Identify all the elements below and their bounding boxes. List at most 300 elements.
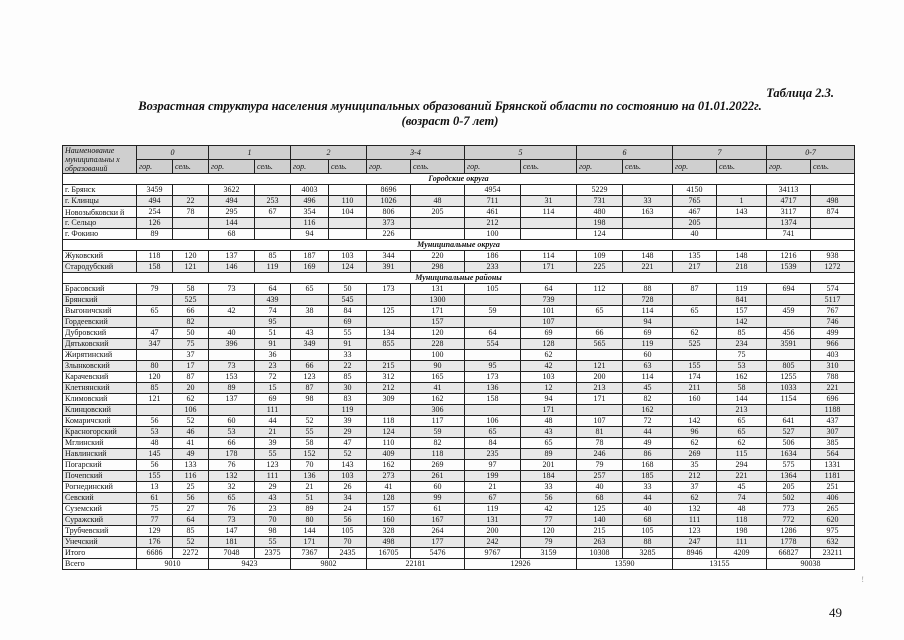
- table-cell: 119: [255, 262, 291, 273]
- table-cell: 67: [465, 493, 521, 504]
- table-cell: 741: [767, 229, 811, 240]
- table-cell: 43: [521, 427, 577, 438]
- table-cell: 1778: [767, 537, 811, 548]
- table-cell: 110: [367, 438, 411, 449]
- table-cell: 143: [717, 207, 767, 218]
- table-cell: 111: [255, 471, 291, 482]
- table-cell: 1286: [767, 526, 811, 537]
- table-cell: 50: [329, 284, 367, 295]
- table-cell: 145: [137, 449, 173, 460]
- table-cell: 144: [209, 218, 255, 229]
- table-cell: 85: [329, 372, 367, 383]
- table-row: [63, 449, 855, 460]
- table-cell: 115: [717, 449, 767, 460]
- table-cell: 55: [329, 328, 367, 339]
- table-cell: 391: [367, 262, 411, 273]
- table-cell: 221: [717, 471, 767, 482]
- header-urban: гор.: [209, 160, 255, 174]
- table-row: [63, 185, 855, 196]
- table-cell: 215: [367, 361, 411, 372]
- row-name: г. Брянск: [63, 185, 137, 196]
- section-row: [63, 174, 855, 185]
- header-urban: гор.: [465, 160, 521, 174]
- table-cell: 5229: [577, 185, 623, 196]
- table-cell: [173, 229, 209, 240]
- table-cell: 221: [811, 383, 855, 394]
- table-cell: [367, 405, 411, 416]
- table-cell: 43: [291, 328, 329, 339]
- table-cell: [367, 295, 411, 306]
- table-cell: 269: [411, 460, 465, 471]
- table-row: [63, 317, 855, 328]
- table-cell: 82: [623, 394, 673, 405]
- table-cell: 1026: [367, 196, 411, 207]
- row-name: Погарский: [63, 460, 137, 471]
- table-cell: 56: [329, 515, 367, 526]
- table-row: [63, 328, 855, 339]
- table-cell: [137, 295, 173, 306]
- table-cell: 480: [577, 207, 623, 218]
- table-cell: 65: [673, 306, 717, 317]
- table-cell: [411, 218, 465, 229]
- table-cell: [367, 317, 411, 328]
- table-cell: 4717: [767, 196, 811, 207]
- table-cell: 61: [411, 504, 465, 515]
- header-urban: гор.: [367, 160, 411, 174]
- table-cell: 344: [367, 251, 411, 262]
- table-cell: 94: [291, 229, 329, 240]
- table-cell: 966: [811, 339, 855, 350]
- grand-total-cell: 22181: [367, 559, 465, 570]
- table-cell: 106: [173, 405, 209, 416]
- table-cell: 137: [209, 394, 255, 405]
- table-cell: 142: [673, 416, 717, 427]
- table-cell: 307: [811, 427, 855, 438]
- table-cell: 135: [673, 251, 717, 262]
- table-cell: 806: [367, 207, 411, 218]
- table-cell: 29: [255, 482, 291, 493]
- table-cell: 44: [255, 416, 291, 427]
- table-cell: 739: [521, 295, 577, 306]
- table-cell: 107: [577, 416, 623, 427]
- table-cell: 81: [577, 427, 623, 438]
- table-row: [63, 394, 855, 405]
- table-cell: 1539: [767, 262, 811, 273]
- table-cell: 119: [329, 405, 367, 416]
- table-cell: 123: [291, 372, 329, 383]
- table-cell: 73: [209, 284, 255, 295]
- totals-cell: 10308: [577, 548, 623, 559]
- table-cell: 253: [255, 196, 291, 207]
- table-cell: 111: [717, 537, 767, 548]
- table-cell: 294: [717, 460, 767, 471]
- table-cell: 199: [465, 471, 521, 482]
- table-cell: 157: [411, 317, 465, 328]
- table-cell: 257: [577, 471, 623, 482]
- table-cell: 65: [577, 306, 623, 317]
- table-cell: 52: [291, 416, 329, 427]
- table-cell: 116: [173, 471, 209, 482]
- table-cell: 75: [137, 504, 173, 515]
- table-cell: 1154: [767, 394, 811, 405]
- table-cell: 140: [577, 515, 623, 526]
- row-name: Красногорский: [63, 427, 137, 438]
- table-cell: 38: [291, 306, 329, 317]
- table-cell: 527: [767, 427, 811, 438]
- table-cell: [291, 350, 329, 361]
- table-cell: 228: [411, 339, 465, 350]
- section-title: Муниципальные округа: [63, 240, 855, 251]
- table-cell: 123: [255, 460, 291, 471]
- table-cell: [577, 350, 623, 361]
- table-cell: 29: [329, 427, 367, 438]
- header-rural: сель.: [623, 160, 673, 174]
- table-cell: 99: [411, 493, 465, 504]
- table-cell: 269: [673, 449, 717, 460]
- table-cell: 82: [173, 317, 209, 328]
- header-urban: гор.: [291, 160, 329, 174]
- table-cell: 100: [465, 229, 521, 240]
- table-cell: 1634: [767, 449, 811, 460]
- table-cell: 96: [673, 427, 717, 438]
- grand-total-cell: 13590: [577, 559, 673, 570]
- table-cell: [717, 218, 767, 229]
- table-row: [63, 427, 855, 438]
- table-cell: 82: [411, 438, 465, 449]
- table-cell: 103: [329, 471, 367, 482]
- table-cell: 3459: [137, 185, 173, 196]
- table-cell: 328: [367, 526, 411, 537]
- row-name: Жуковский: [63, 251, 137, 262]
- table-cell: [767, 350, 811, 361]
- table-cell: 1255: [767, 372, 811, 383]
- table-cell: 106: [465, 416, 521, 427]
- table-cell: 85: [137, 383, 173, 394]
- table-cell: 56: [137, 460, 173, 471]
- table-cell: [767, 295, 811, 306]
- table-cell: 17: [173, 361, 209, 372]
- table-row: [63, 306, 855, 317]
- header-rural: сель.: [521, 160, 577, 174]
- table-cell: 95: [465, 361, 521, 372]
- table-cell: 1188: [811, 405, 855, 416]
- table-cell: 65: [717, 427, 767, 438]
- table-cell: 696: [811, 394, 855, 405]
- table-cell: 100: [411, 350, 465, 361]
- header-age-3-4: 3-4: [367, 146, 465, 160]
- row-name: г. Сельцо: [63, 218, 137, 229]
- table-cell: 246: [577, 449, 623, 460]
- table-cell: 213: [577, 383, 623, 394]
- table-cell: 35: [673, 460, 717, 471]
- table-cell: 77: [137, 515, 173, 526]
- totals-cell: 66827: [767, 548, 811, 559]
- totals-cell: 2435: [329, 548, 367, 559]
- table-cell: 21: [255, 427, 291, 438]
- table-cell: 218: [717, 262, 767, 273]
- table-cell: 201: [521, 460, 577, 471]
- table-cell: 95: [255, 317, 291, 328]
- table-cell: 3591: [767, 339, 811, 350]
- table-cell: 273: [367, 471, 411, 482]
- table-cell: 205: [411, 207, 465, 218]
- table-cell: [623, 185, 673, 196]
- row-name: Мглинский: [63, 438, 137, 449]
- table-cell: 39: [255, 438, 291, 449]
- table-cell: 97: [465, 460, 521, 471]
- table-cell: 261: [411, 471, 465, 482]
- table-cell: 34113: [767, 185, 811, 196]
- table-row: [63, 482, 855, 493]
- row-name: Рогнединский: [63, 482, 137, 493]
- table-cell: 116: [291, 218, 329, 229]
- table-cell: 72: [255, 372, 291, 383]
- table-cell: 65: [291, 284, 329, 295]
- table-cell: 406: [811, 493, 855, 504]
- table-cell: 60: [411, 482, 465, 493]
- table-cell: 163: [623, 207, 673, 218]
- table-cell: 111: [255, 405, 291, 416]
- table-row: [63, 460, 855, 471]
- table-cell: 60: [209, 416, 255, 427]
- table-cell: 310: [811, 361, 855, 372]
- table-cell: 136: [291, 471, 329, 482]
- table-cell: 147: [209, 526, 255, 537]
- table-cell: 746: [811, 317, 855, 328]
- table-row: [63, 295, 855, 306]
- table-cell: 25: [173, 482, 209, 493]
- table-cell: 354: [291, 207, 329, 218]
- table-cell: 148: [623, 251, 673, 262]
- table-cell: 88: [623, 284, 673, 295]
- table-cell: 162: [623, 405, 673, 416]
- table-cell: 439: [255, 295, 291, 306]
- table-cell: [291, 405, 329, 416]
- table-cell: 502: [767, 493, 811, 504]
- table-cell: 65: [521, 438, 577, 449]
- table-cell: 641: [767, 416, 811, 427]
- grand-total-cell: 9423: [209, 559, 291, 570]
- table-cell: [673, 405, 717, 416]
- table-cell: 110: [329, 196, 367, 207]
- table-cell: [623, 229, 673, 240]
- row-name: Дубровский: [63, 328, 137, 339]
- table-cell: 53: [137, 427, 173, 438]
- table-cell: [717, 185, 767, 196]
- table-cell: 50: [173, 328, 209, 339]
- table-row: [63, 537, 855, 548]
- header-name-column: Наименование муниципальны х образований: [63, 146, 137, 174]
- table-cell: 59: [465, 306, 521, 317]
- table-cell: [673, 317, 717, 328]
- table-cell: 129: [137, 526, 173, 537]
- table-cell: [767, 317, 811, 328]
- table-cell: 456: [767, 328, 811, 339]
- table-cell: 114: [623, 372, 673, 383]
- table-cell: 1033: [767, 383, 811, 394]
- table-cell: 171: [577, 394, 623, 405]
- table-cell: 66: [209, 438, 255, 449]
- row-name: г. Клинцы: [63, 196, 137, 207]
- table-cell: 83: [329, 394, 367, 405]
- table-cell: [465, 295, 521, 306]
- table-row: [63, 515, 855, 526]
- table-cell: 805: [767, 361, 811, 372]
- table-cell: 33: [623, 482, 673, 493]
- table-cell: 226: [367, 229, 411, 240]
- table-cell: 120: [173, 251, 209, 262]
- table-cell: 94: [623, 317, 673, 328]
- table-cell: 114: [623, 306, 673, 317]
- document-title: [40, 99, 860, 129]
- table-cell: [465, 350, 521, 361]
- row-name: Навлинский: [63, 449, 137, 460]
- table-cell: [673, 350, 717, 361]
- table-cell: 64: [465, 328, 521, 339]
- table-cell: 75: [173, 339, 209, 350]
- table-cell: 211: [673, 383, 717, 394]
- table-cell: 36: [255, 350, 291, 361]
- table-cell: 158: [465, 394, 521, 405]
- table-cell: 174: [673, 372, 717, 383]
- table-cell: 77: [521, 515, 577, 526]
- table-cell: [255, 229, 291, 240]
- table-cell: 168: [623, 460, 673, 471]
- table-cell: 107: [521, 317, 577, 328]
- table-row: [63, 339, 855, 350]
- table-cell: 498: [367, 537, 411, 548]
- table-cell: 91: [255, 339, 291, 350]
- table-cell: 198: [717, 526, 767, 537]
- table-cell: 49: [623, 438, 673, 449]
- table-cell: 66: [291, 361, 329, 372]
- table-cell: 120: [137, 372, 173, 383]
- table-cell: 125: [577, 504, 623, 515]
- section-row: [63, 273, 855, 284]
- table-cell: [255, 218, 291, 229]
- table-cell: 8696: [367, 185, 411, 196]
- table-row: [63, 493, 855, 504]
- table-row: [63, 383, 855, 394]
- totals-cell: 23211: [811, 548, 855, 559]
- table-cell: [291, 317, 329, 328]
- table-cell: 66: [577, 328, 623, 339]
- table-cell: 51: [255, 328, 291, 339]
- table-cell: 131: [465, 515, 521, 526]
- table-cell: 58: [717, 383, 767, 394]
- table-cell: 88: [623, 537, 673, 548]
- table-cell: 373: [367, 218, 411, 229]
- table-cell: 62: [673, 328, 717, 339]
- table-cell: 773: [767, 504, 811, 515]
- table-cell: [521, 185, 577, 196]
- table-cell: 632: [811, 537, 855, 548]
- table-row: [63, 361, 855, 372]
- table-cell: 162: [367, 460, 411, 471]
- header-urban: гор.: [137, 160, 173, 174]
- table-cell: 56: [173, 493, 209, 504]
- table-cell: 506: [767, 438, 811, 449]
- table-cell: 213: [717, 405, 767, 416]
- table-cell: 118: [137, 251, 173, 262]
- header-rural: сель.: [717, 160, 767, 174]
- table-cell: 40: [623, 504, 673, 515]
- table-cell: 91: [329, 339, 367, 350]
- header-row-urban-rural: [63, 160, 855, 174]
- table-cell: 74: [255, 306, 291, 317]
- table-cell: 41: [367, 482, 411, 493]
- table-cell: 155: [137, 471, 173, 482]
- table-cell: 124: [329, 262, 367, 273]
- table-cell: 21: [291, 482, 329, 493]
- table-cell: 119: [717, 284, 767, 295]
- table-cell: 221: [623, 262, 673, 273]
- table-cell: 215: [577, 526, 623, 537]
- table-cell: [521, 229, 577, 240]
- table-cell: 158: [137, 262, 173, 273]
- table-cell: 84: [465, 438, 521, 449]
- table-cell: 205: [673, 218, 717, 229]
- row-name: Трубчевский: [63, 526, 137, 537]
- table-cell: 32: [209, 482, 255, 493]
- table-cell: 128: [521, 339, 577, 350]
- table-cell: 874: [811, 207, 855, 218]
- table-cell: 309: [367, 394, 411, 405]
- table-cell: 155: [673, 361, 717, 372]
- table-cell: 22: [173, 196, 209, 207]
- table-cell: 565: [577, 339, 623, 350]
- table-cell: 975: [811, 526, 855, 537]
- table-cell: 55: [291, 427, 329, 438]
- totals-cell: 3285: [623, 548, 673, 559]
- table-body: [63, 174, 855, 570]
- table-cell: 153: [209, 372, 255, 383]
- table-cell: 76: [209, 504, 255, 515]
- table-cell: 72: [623, 416, 673, 427]
- table-cell: 109: [577, 251, 623, 262]
- table-cell: 89: [137, 229, 173, 240]
- population-age-table: [62, 145, 855, 570]
- totals-cell: 3159: [521, 548, 577, 559]
- table-cell: 47: [329, 438, 367, 449]
- table-cell: [209, 405, 255, 416]
- table-row: [63, 218, 855, 229]
- table-cell: 118: [717, 515, 767, 526]
- table-cell: 55: [255, 537, 291, 548]
- table-cell: [367, 350, 411, 361]
- section-row: [63, 240, 855, 251]
- table-cell: 212: [673, 471, 717, 482]
- table-cell: 217: [673, 262, 717, 273]
- table-row: [63, 229, 855, 240]
- table-cell: 70: [329, 537, 367, 548]
- title-line-age-range: (возраст 0-7 лет): [401, 114, 499, 128]
- table-cell: 4150: [673, 185, 717, 196]
- table-cell: 51: [291, 493, 329, 504]
- table-cell: [173, 185, 209, 196]
- table-cell: 86: [623, 449, 673, 460]
- table-cell: 728: [623, 295, 673, 306]
- table-cell: [255, 185, 291, 196]
- header-age-1: 1: [209, 146, 291, 160]
- table-cell: 148: [717, 251, 767, 262]
- header-rural: сель.: [329, 160, 367, 174]
- table-cell: 58: [173, 284, 209, 295]
- table-cell: 103: [521, 372, 577, 383]
- row-name: Суражский: [63, 515, 137, 526]
- table-cell: 79: [521, 537, 577, 548]
- table-cell: [329, 185, 367, 196]
